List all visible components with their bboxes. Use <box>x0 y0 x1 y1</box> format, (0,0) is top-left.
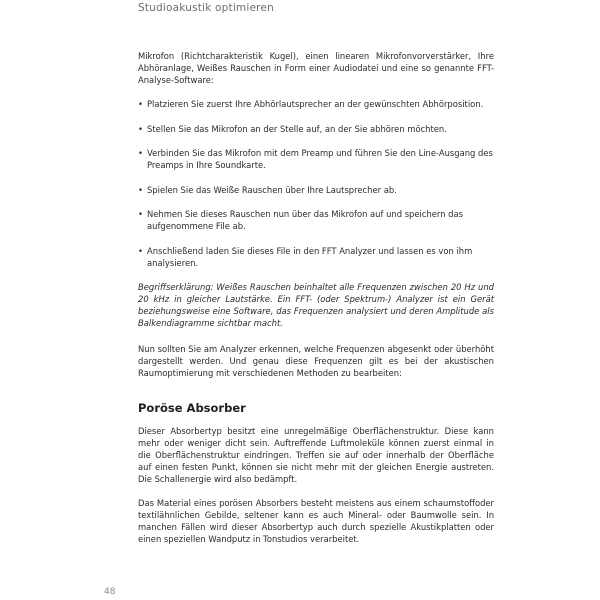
bullet-icon: • <box>138 148 143 158</box>
page-content <box>138 50 494 557</box>
list-item <box>138 98 494 110</box>
bullet-icon: • <box>138 123 143 134</box>
list-item <box>138 208 494 232</box>
bullet-icon: • <box>138 99 143 109</box>
procedure-list <box>138 98 494 269</box>
body-paragraph: Das Material eines porösen Absorbers besteht meistens aus einem schaumstoffoder textilähnlichen Gebilde, seltener kann es auch Mineral- oder Baumwolle sein. In manchen Fällen wird dieser Absorbertyp auch durch spezielle Akustikplatten oder einen speziellen Wandputz in Tonstudios verarbeitet. <box>138 498 494 544</box>
list-item-text: Nehmen Sie dieses Rauschen nun über das Mikrofon auf und speichern das aufgenommene File ab. <box>147 209 463 231</box>
analyzer-paragraph: Nun sollten Sie am Analyzer erkennen, welche Frequenzen abgesenkt oder überhöht dargestellt werden. Und genau diese Frequenzen gilt es bei der akustischen Raumoptimierung mit verschiedenen Methoden zu bearbeiten: <box>138 344 494 378</box>
definition-note: Begriffserklärung: Weißes Rauschen beinhaltet alle Frequenzen zwischen 20 Hz und 20 kHz in gleicher Lautstärke. Ein FFT- (oder Spektrum-) Analyzer ist ein Gerät beziehungsweise eine Software, das Frequenzen analysiert und deren Amplitude als Balkendiagramme sichtbar macht. <box>138 282 494 328</box>
intro-paragraph: Mikrofon (Richtcharakteristik Kugel), einen linearen Mikrofonvorverstärker, Ihre Abhöranlage, Weißes Rauschen in Form einer Audiodatei und eine so genannte FFT-Analyse-Software: <box>138 51 494 85</box>
list-item <box>138 184 494 196</box>
list-item-text: Spielen Sie das Weiße Rauschen über Ihre Lautsprecher ab. <box>147 184 397 195</box>
body-paragraph: Dieser Absorbertyp besitzt eine unregelmäßige Oberflächenstruktur. Diese kann mehr oder weniger dicht sein. Auftreffende Luftmoleküle können zuerst einmal in die Oberflächenstruktur eindringen. Treffen sie auf oder innerhalb der Oberfläche auf einen festen Punkt, können sie nicht mehr mit der gleichen Energie austreten. Die Schallenergie wird also bedämpft. <box>138 426 494 484</box>
bullet-icon: • <box>138 245 143 256</box>
page-number: 48 <box>104 587 116 597</box>
bullet-icon: • <box>138 209 143 219</box>
section-heading: Poröse Absorber <box>138 401 246 415</box>
bullet-icon: • <box>138 184 143 195</box>
list-item-text: Stellen Sie das Mikrofon an der Stelle auf, an der Sie abhören möchten. <box>147 123 447 134</box>
list-item <box>138 245 494 269</box>
list-item-text: Anschließend laden Sie dieses File in den FFT Analyzer und lassen es von ihm analysieren. <box>147 245 473 268</box>
list-item <box>138 147 494 171</box>
list-item-text: Platzieren Sie zuerst Ihre Abhörlautsprecher an der gewünschten Abhörposition. <box>147 99 484 109</box>
list-item-text: Verbinden Sie das Mikrofon mit dem Preamp und führen Sie den Line-Ausgang des Preamps in Ihre Soundkarte. <box>147 148 493 170</box>
list-item <box>138 123 494 135</box>
running-header: Studioakustik optimieren <box>138 2 274 14</box>
